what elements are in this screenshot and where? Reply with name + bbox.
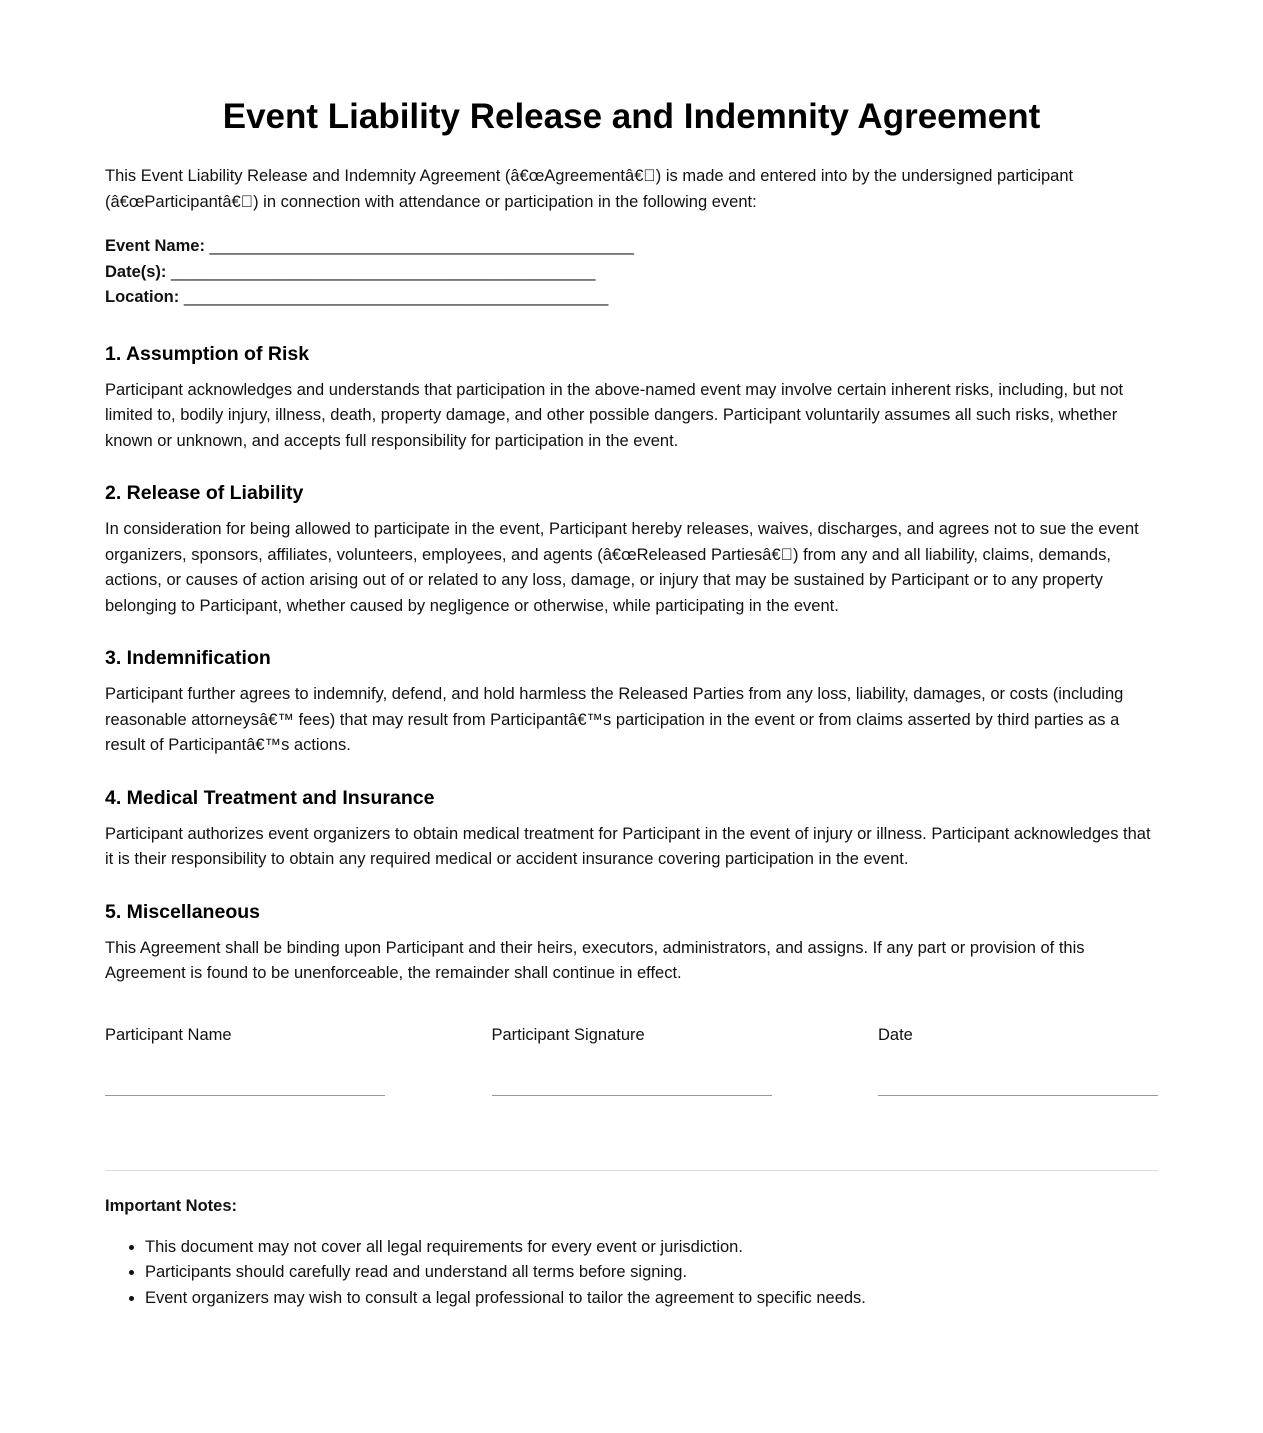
section-heading: 5. Miscellaneous (105, 900, 260, 923)
agreement-document (105, 0, 1158, 1311)
location-blank: _______________________________________________ (183, 288, 609, 306)
section-heading: 2. Release of Liability (105, 482, 304, 504)
list-item: • This document may not cover all legal requirements for every event or jurisdiction. (145, 1235, 1158, 1261)
location-label: Location: (105, 288, 180, 306)
date-block (878, 1025, 1158, 1096)
section-body: In consideration for being allowed to participate in the event, Participant hereby releases, waives, discharges, and agrees not to sue the event organizers, sponsors, affiliates, volunteers, employees, and agents (â€œReleased Partiesâ€ ) from any and all liability, claims, demands, actions, or causes of action arising out of or related to any loss, damage, or injury that may be sustained by Participant or to any property belonging to Participant, whether caused by negligence or otherwise, while participating in the event. (105, 520, 1139, 615)
section-medical-treatment (105, 786, 1158, 873)
section-assumption-of-risk (105, 342, 1158, 455)
event-name-field[interactable] (105, 234, 1158, 260)
important-notes (105, 1197, 1158, 1312)
participant-signature-block (492, 1025, 772, 1096)
divider (105, 1170, 1158, 1171)
list-item: • Participants should carefully read and understand all terms before signing. (145, 1260, 1158, 1286)
section-heading: 4. Medical Treatment and Insurance (105, 786, 435, 809)
notes-list (105, 1235, 1158, 1312)
participant-name-label: Participant Name (105, 1025, 232, 1044)
section-heading: 1. Assumption of Risk (105, 342, 310, 365)
location-field[interactable] (105, 285, 1158, 311)
section-body: Participant authorizes event organizers to obtain medical treatment for Participant in the event of injury or illness. Participant acknowledges that it is their responsibility to obtain any required medical or accident insurance covering participation in the event. (105, 824, 1151, 868)
participant-name-block (105, 1025, 385, 1096)
dates-blank: _______________________________________________ (171, 262, 596, 281)
document-title: Event Liability Release and Indemnity Agreement (222, 97, 1041, 136)
participant-name-line[interactable] (105, 1071, 385, 1096)
section-body: This Agreement shall be binding upon Participant and their heirs, executors, administrators, and assigns. If any part or provision of this Agreement is found to be unenforceable, the remainder shall continue in effect. (105, 938, 1085, 982)
date-label: Date (878, 1025, 913, 1044)
date-line[interactable] (878, 1071, 1158, 1096)
list-item: • Event organizers may wish to consult a legal professional to tailor the agreement to specific needs. (145, 1286, 1158, 1312)
participant-signature-label: Participant Signature (491, 1025, 645, 1044)
section-body: Participant acknowledges and understands that participation in the above-named event may involve certain inherent risks, including, but not limited to, bodily injury, illness, death, property damage, and other possible dangers. Participant voluntarily assumes all such risks, whether known or unknown, and accepts full responsibility for participation in the event. (105, 380, 1124, 450)
notes-title: Important Notes: (105, 1196, 237, 1215)
section-heading: 3. Indemnification (105, 647, 271, 669)
signature-row (105, 1025, 1158, 1096)
section-miscellaneous (105, 900, 1158, 987)
intro-paragraph: This Event Liability Release and Indemnity Agreement (â€œAgreementâ€ ) is made and entered into by the undersigned participant (â€œParticipantâ€ ) in connection with attendance or participation in the following event: (105, 167, 1074, 211)
event-fields (105, 234, 1158, 311)
event-name-blank: _______________________________________________ (209, 237, 634, 255)
section-body: Participant further agrees to indemnify, defend, and hold harmless the Released Parties from any loss, liability, damages, or costs (including reasonable attorneysâ€™ fees) that may result from Participantâ€™s participation in the event or from claims asserted by third parties as a result of Participantâ€™s actions. (105, 685, 1124, 754)
dates-field[interactable] (105, 260, 1158, 286)
participant-signature-line[interactable] (492, 1071, 772, 1096)
section-indemnification (105, 646, 1158, 759)
event-name-label: Event Name: (105, 237, 205, 255)
section-release-of-liability (105, 481, 1158, 619)
dates-label: Date(s): (105, 262, 167, 281)
